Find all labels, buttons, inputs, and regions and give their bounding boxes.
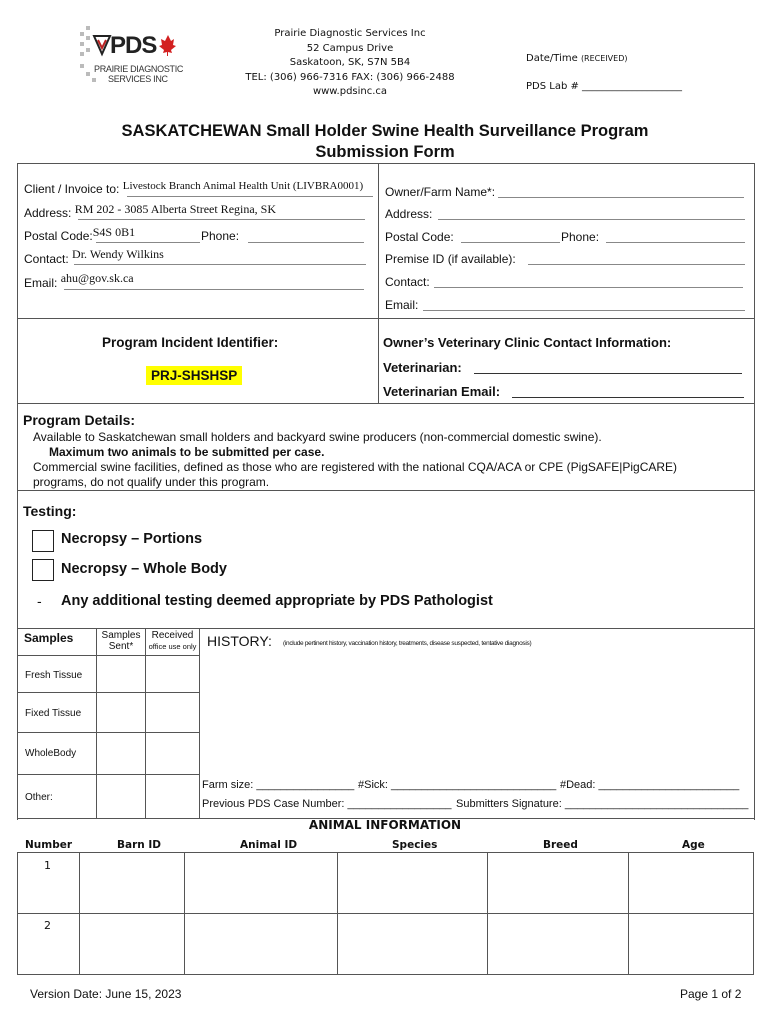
history-textarea[interactable] <box>205 655 750 773</box>
owner-phone-underline <box>606 242 745 243</box>
animal-row-2: 2 <box>44 919 51 932</box>
client-email-value[interactable]: ahu@gov.sk.ca <box>60 271 134 285</box>
animal-grid-left <box>17 852 18 974</box>
samples-received-header <box>146 630 199 652</box>
additional-testing-label: Any additional testing deemed appropriate by PDS Pathologist <box>61 593 493 609</box>
animal-row-1-cells[interactable] <box>80 853 753 913</box>
prev-case-field[interactable]: Previous PDS Case Number: _________________ <box>202 798 452 810</box>
date-label: Date/Time <box>526 53 578 64</box>
owner-premise-underline <box>528 264 745 265</box>
owner-email-underline <box>423 310 745 311</box>
program-heading: Program Details: <box>23 412 136 428</box>
client-address-label: Address: <box>24 206 72 220</box>
divider-program-testing <box>17 490 754 491</box>
samples-sent-h1: Samples <box>101 630 141 641</box>
dead-field[interactable]: #Dead: _______________________ <box>560 779 740 791</box>
client-phone-label[interactable]: Phone: <box>201 229 240 243</box>
necropsy-wholebody-label: Necropsy – Whole Body <box>61 561 227 577</box>
incident-label: Program Incident Identifier: <box>102 335 279 350</box>
sample-row-fixed: Fixed Tissue <box>25 708 82 719</box>
samples-header: Samples <box>24 631 74 645</box>
animal-col-animal-id: Animal ID <box>240 839 298 851</box>
divider-top-incident <box>17 318 754 319</box>
owner-premise-label: Premise ID <box>385 252 445 266</box>
client-invoice-underline <box>127 196 373 197</box>
signature-field[interactable]: Submitters Signature: ______________________________ <box>456 798 749 810</box>
pds-logo <box>80 22 184 92</box>
divider-client-owner <box>378 163 379 403</box>
client-address-underline <box>78 219 365 220</box>
pds-lab-number: PDS Lab # ____________________ <box>526 81 683 92</box>
org-address1: 52 Campus Drive <box>306 42 394 54</box>
samples-col-divider3 <box>199 628 200 818</box>
client-phone-underline <box>248 242 364 243</box>
testing-heading: Testing: <box>23 503 77 519</box>
animal-col-species: Species <box>392 839 438 851</box>
client-contact-value[interactable]: Dr. Wendy Wilkins <box>72 247 164 261</box>
owner-premise-note: (if available) <box>447 252 513 266</box>
owner-address-underline <box>438 219 745 220</box>
samples-received-h2: office use only <box>148 642 197 651</box>
owner-name-underline <box>498 197 744 198</box>
vet-email-underline <box>512 397 744 398</box>
client-address-value[interactable]: RM 202 - 3085 Alberta Street Regina, SK <box>74 202 277 216</box>
animal-info-heading: ANIMAL INFORMATION <box>308 818 462 832</box>
version-date: Version Date: June 15, 2023 <box>30 987 182 1001</box>
client-invoice-row[interactable] <box>24 182 374 196</box>
sample-row-other: Other: <box>25 792 53 803</box>
animal-col-age: Age <box>682 839 705 851</box>
owner-premise-row[interactable]: Premise ID (if available): <box>385 252 516 266</box>
animal-col-number: Number <box>25 839 73 851</box>
program-line3: Commercial swine facilities, defined as those who are registered with the national CQA/ACA or CPE (PigSAFE|PigCARE) <box>33 460 678 474</box>
program-text <box>33 430 677 490</box>
title-line2: Submission Form <box>315 143 455 161</box>
org-address2: Saskatoon, SK, S7N 5B4 <box>289 57 411 68</box>
owner-address-label[interactable]: Address: <box>385 207 433 221</box>
vet-name-row[interactable] <box>383 360 462 375</box>
vet-heading: Owner’s Veterinary Clinic Contact Information: <box>383 335 672 350</box>
owner-name-label[interactable]: Owner/Farm Name*: <box>385 185 496 199</box>
animal-row-2-cells[interactable] <box>80 914 753 974</box>
owner-contact-label[interactable]: Contact: <box>385 275 430 289</box>
necropsy-portions-checkbox[interactable] <box>32 530 54 552</box>
maple-leaf-icon <box>159 35 176 56</box>
history-note: (include pertinent history, vaccination history, treatments, disease suspected, tentative diagnosis) <box>283 640 532 647</box>
owner-phone-label[interactable]: Phone: <box>561 230 600 244</box>
sample-row-wholebody: WholeBody <box>25 748 77 759</box>
org-address-block <box>230 27 470 100</box>
additional-testing-dash: - <box>37 593 42 609</box>
client-contact-label: Contact: <box>24 252 69 266</box>
client-email-label: Email: <box>24 276 58 290</box>
page-number: Page 1 of 2 <box>680 987 742 1001</box>
client-invoice-label: Client / Invoice to: <box>24 182 120 196</box>
animal-grid-right <box>753 852 754 974</box>
client-postal-underline <box>96 242 200 243</box>
program-line4: programs, do not qualify under this program. <box>33 475 270 489</box>
vet-name-underline <box>474 373 742 374</box>
logo-text: PDS <box>110 32 157 59</box>
necropsy-wholebody-checkbox[interactable] <box>32 559 54 581</box>
client-contact-underline <box>74 264 366 265</box>
org-website: www.pdsinc.ca <box>312 86 388 97</box>
necropsy-portions-label: Necropsy – Portions <box>61 531 203 547</box>
animal-grid-bottom <box>17 974 754 975</box>
animal-col-breed: Breed <box>543 839 578 851</box>
sample-cells[interactable] <box>97 656 199 818</box>
client-postal-value[interactable]: S4S 0B1 <box>92 225 136 239</box>
client-invoice-value[interactable]: Livestock Branch Animal Health Unit (LIVBRA0001) <box>122 180 364 192</box>
date-suffix: (RECEIVED) <box>580 54 628 63</box>
program-line1: Available to Saskatchewan small holders and backyard swine producers (non-commercial domestic swine). <box>33 430 602 444</box>
divider-incident-program <box>17 403 754 404</box>
title-line1: SASKATCHEWAN Small Holder Swine Health Surveillance Program <box>121 122 649 140</box>
farm-size-field[interactable]: Farm size: ________________ <box>202 779 355 791</box>
owner-contact-underline <box>434 287 743 288</box>
sick-field[interactable]: #Sick: ___________________________ <box>358 779 557 791</box>
samples-received-h1: Received <box>151 630 194 641</box>
vet-name-label: Veterinarian: <box>383 360 462 375</box>
logo-sub2: SERVICES INC <box>108 74 168 84</box>
date-received <box>526 52 627 67</box>
client-email-underline <box>64 289 364 290</box>
incident-code-badge: PRJ-SHSHSP <box>146 366 242 385</box>
animal-row-1: 1 <box>44 859 51 872</box>
sample-row-fresh: Fresh Tissue <box>25 670 83 681</box>
page-title <box>60 121 710 163</box>
logo-sub1: PRAIRIE DIAGNOSTIC <box>94 64 184 74</box>
samples-sent-h2: Sent* <box>108 641 134 652</box>
animal-col-barn-id: Barn ID <box>117 839 162 851</box>
vet-email-label: Veterinarian Email: <box>383 384 501 399</box>
client-postal-label: Postal Code: <box>24 229 93 243</box>
vet-email-row[interactable] <box>383 384 500 399</box>
history-label: HISTORY: <box>207 633 272 649</box>
samples-sent-header <box>97 630 145 652</box>
owner-postal-label[interactable]: Postal Code: <box>385 230 454 244</box>
program-line2: Maximum two animals to be submitted per case. <box>49 445 325 459</box>
divider-testing-samples <box>17 628 754 629</box>
org-name: Prairie Diagnostic Services Inc <box>274 28 426 39</box>
owner-postal-underline <box>461 242 560 243</box>
owner-email-label[interactable]: Email: <box>385 298 419 312</box>
org-phone: TEL: (306) 966-7316 FAX: (306) 966-2488 <box>245 71 455 83</box>
